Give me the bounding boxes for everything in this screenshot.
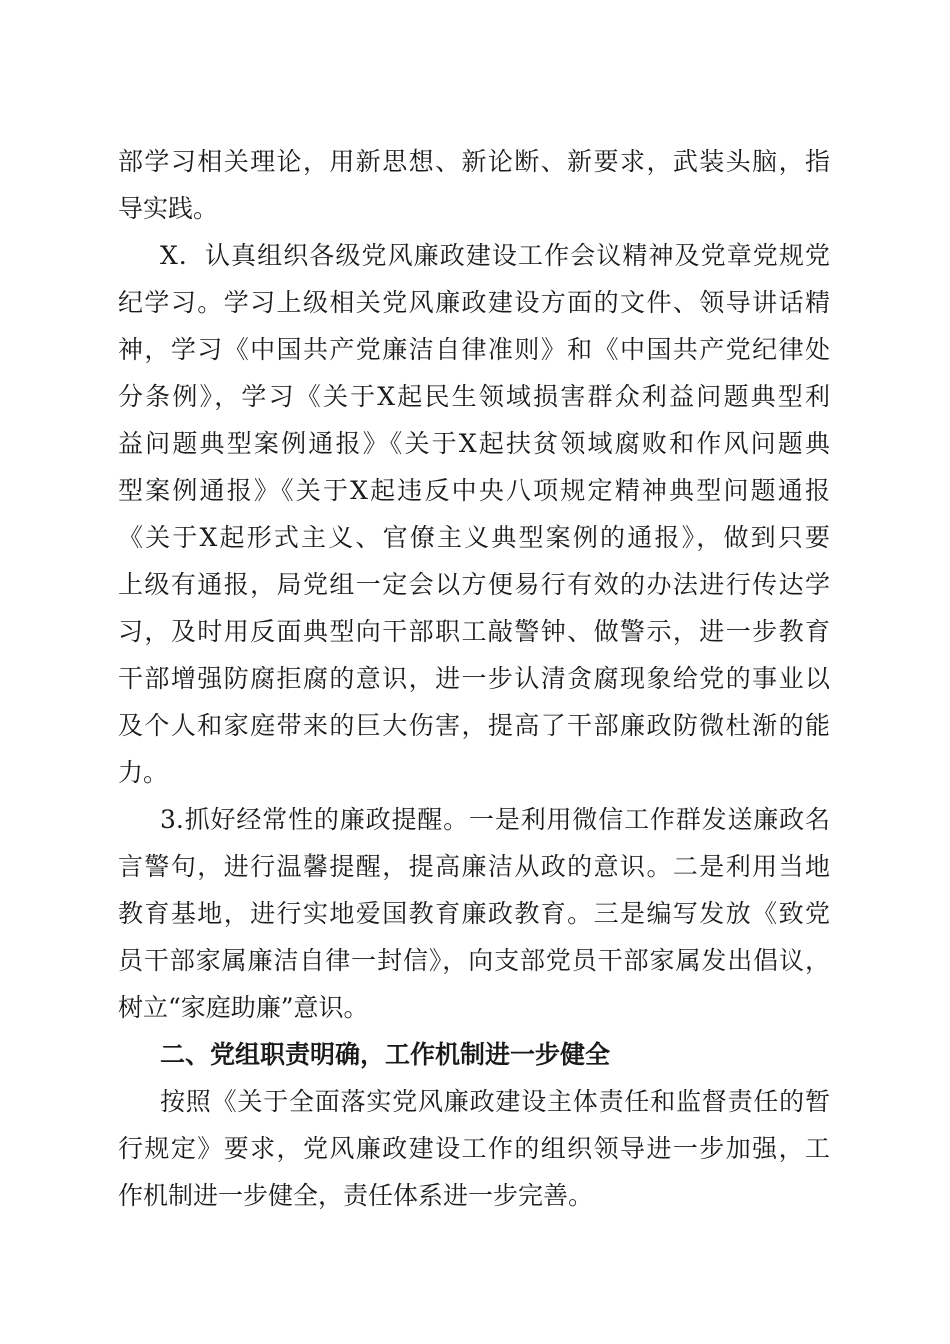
text-line: 作机制进一步健全，责任体系进一步完善。 xyxy=(118,1181,594,1210)
text-line: 行规定》要求，党风廉政建设工作的组织领导进一步加强，工 xyxy=(118,1134,830,1163)
text-line: 习，及时用反面典型向干部职工敲警钟、做警示，进一步教育 xyxy=(118,617,830,646)
text-line: 型案例通报》《关于X起违反中央八项规定精神典型问题通报 xyxy=(118,476,830,505)
section-heading: 二、党组职责明确，工作机制进一步健全 xyxy=(160,1040,611,1069)
text-line: 神，学习《中国共产党廉洁自律准则》和《中国共产党纪律处 xyxy=(118,335,830,364)
text-line: 导实践。 xyxy=(118,194,219,223)
text-line: 树立“家庭助廉”意识。 xyxy=(118,993,369,1022)
text-line: 员干部家属廉洁自律一封信》，向支部党员干部家属发出倡议， xyxy=(118,946,830,975)
text-line: 及个人和家庭带来的巨大伤害，提高了干部廉政防微杜渐的能 xyxy=(118,711,830,740)
text-line: 按照《关于全面落实党风廉政建设主体责任和监督责任的暂 xyxy=(160,1087,830,1116)
text-line: 分条例》，学习《关于X起民生领域损害群众利益问题典型利 xyxy=(118,382,830,411)
text-line: 教育基地，进行实地爱国教育廉政教育。三是编写发放《致党 xyxy=(118,899,830,928)
text-line: 《关于X起形式主义、官僚主义典型案例的通报》，做到只要 xyxy=(118,523,830,552)
text-line: 上级有通报，局党组一定会以方便易行有效的办法进行传达学 xyxy=(118,570,830,599)
text-line: 益问题典型案例通报》《关于X起扶贫领域腐败和作风问题典 xyxy=(118,429,830,458)
text-line: 言警句，进行温馨提醒，提高廉洁从政的意识。二是利用当地 xyxy=(118,852,830,881)
text-line: 力。 xyxy=(118,758,169,787)
text-line: 部学习相关理论，用新思想、新论断、新要求，武装头脑，指 xyxy=(118,147,830,176)
text-line: 干部增强防腐拒腐的意识，进一步认清贪腐现象给党的事业以 xyxy=(118,664,830,693)
text-line: 纪学习。学习上级相关党风廉政建设方面的文件、领导讲话精 xyxy=(118,288,830,317)
text-line: X．认真组织各级党风廉政建设工作会议精神及党章党规党 xyxy=(160,241,830,270)
text-line: 3.抓好经常性的廉政提醒。一是利用微信工作群发送廉政名 xyxy=(160,805,830,834)
